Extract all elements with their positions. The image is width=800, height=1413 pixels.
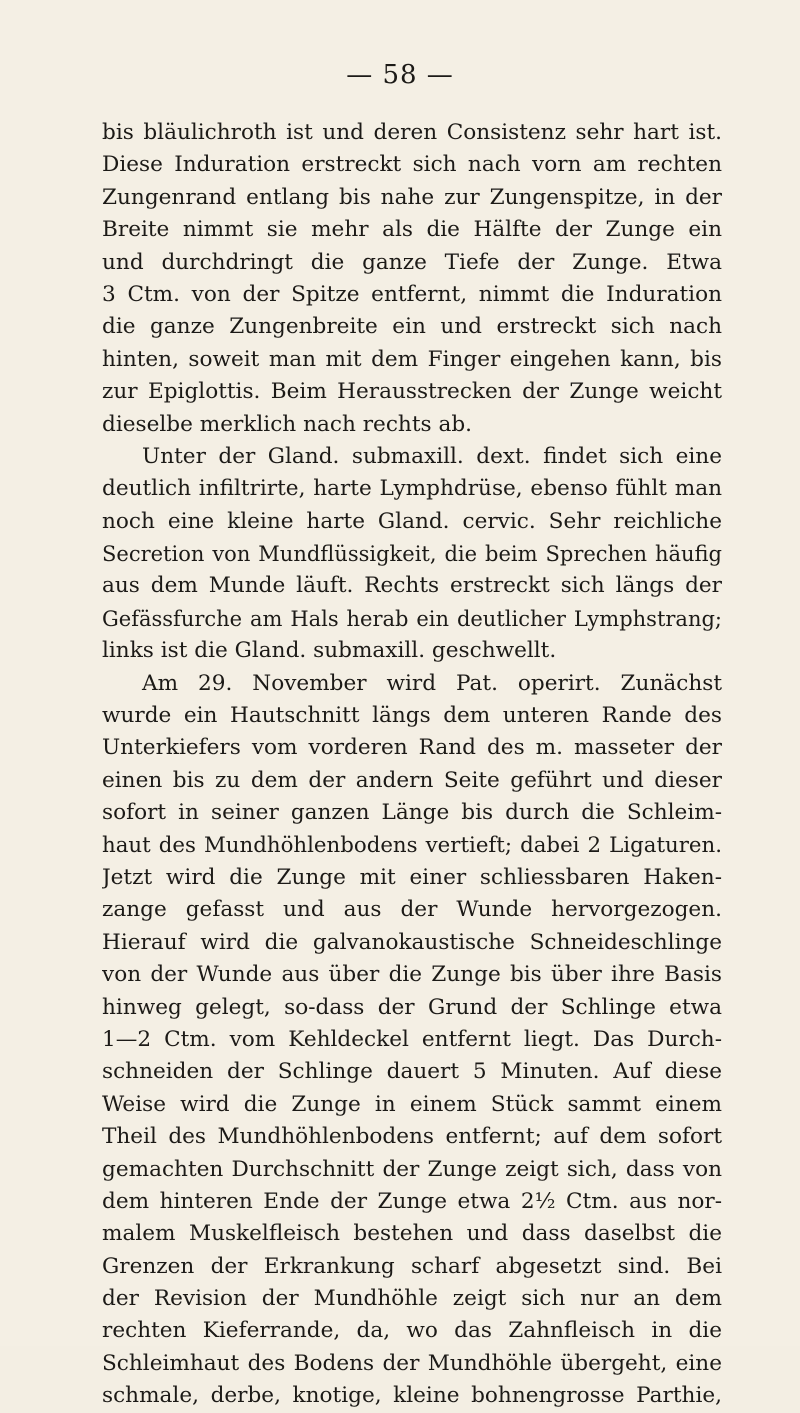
text-line: zange gefasst und aus der Wunde hervorgezogen. <box>102 897 722 923</box>
paragraph-start-line: Am 29. November wird Pat. operirt. Zunächst <box>142 670 722 696</box>
text-line: noch eine kleine harte Gland. cervic. Sehr reichliche <box>102 508 722 534</box>
text-line: Gefässfurche am Hals herab ein deutlicher Lymphstrang; <box>102 606 722 631</box>
body-text <box>102 117 722 1413</box>
text-line: Theil des Mundhöhlenbodens entfernt; auf dem sofort <box>102 1124 722 1150</box>
text-line: der Revision der Mundhöhle zeigt sich nur an dem <box>102 1286 722 1312</box>
text-line: von der Wunde aus über die Zunge bis über ihre Basis <box>102 962 722 988</box>
text-line: dem hinteren Ende der Zunge etwa 2½ Ctm. aus nor- <box>102 1188 722 1214</box>
text-line: Jetzt wird die Zunge mit einer schliessbaren Haken- <box>102 864 722 890</box>
text-line: schmale, derbe, knotige, kleine bohnengrosse Parthie, <box>102 1383 722 1409</box>
text-line: schneiden der Schlinge dauert 5 Minuten. Auf diese <box>102 1059 722 1085</box>
text-line: hinweg gelegt, so-dass der Grund der Schlinge etwa <box>102 994 722 1020</box>
text-line: gemachten Durchschnitt der Zunge zeigt sich, dass von <box>102 1156 722 1182</box>
text-line: hinten, soweit man mit dem Finger eingehen kann, bis <box>102 346 722 372</box>
text-line: Unterkiefers vom vorderen Rand des m. masseter der <box>102 735 722 761</box>
text-line: haut des Mundhöhlenbodens vertieft; dabei 2 Ligaturen. <box>102 832 722 858</box>
text-line: Zungenrand entlang bis nahe zur Zungenspitze, in der <box>102 184 722 210</box>
text-line: Diese Induration erstreckt sich nach vorn am rechten <box>102 152 722 178</box>
text-line: Schleimhaut des Bodens der Mundhöhle übergeht, eine <box>102 1350 722 1376</box>
text-line: die ganze Zungenbreite ein und erstreckt sich nach <box>102 314 722 340</box>
text-line: aus dem Munde läuft. Rechts erstreckt sich längs der <box>102 573 722 599</box>
text-line: Secretion von Mundflüssigkeit, die beim Sprechen häufig <box>102 542 722 567</box>
text-line: einen bis zu dem der andern Seite geführt und dieser <box>102 767 722 793</box>
text-line: rechten Kieferrande, da, wo das Zahnfleisch in die <box>102 1318 722 1344</box>
text-line: wurde ein Hautschnitt längs dem unteren Rande des <box>102 703 722 729</box>
text-line: malem Muskelfleisch bestehen und dass daselbst die <box>102 1221 722 1247</box>
text-line: Hierauf wird die galvanokaustische Schneideschlinge <box>102 929 722 955</box>
page-number: — 58 — <box>346 60 454 90</box>
text-line: 3 Ctm. von der Spitze entfernt, nimmt die Induration <box>102 281 722 307</box>
text-line: bis bläulichroth ist und deren Consistenz sehr hart ist. <box>102 120 722 145</box>
text-line: Weise wird die Zunge in einem Stück sammt einem <box>102 1091 722 1117</box>
text-line: Breite nimmt sie mehr als die Hälfte der Zunge ein <box>102 217 722 243</box>
text-line: deutlich infiltrirte, harte Lymphdrüse, ebenso fühlt man <box>102 476 722 502</box>
text-line: Grenzen der Erkrankung scharf abgesetzt sind. Bei <box>102 1253 722 1279</box>
text-line: 1—2 Ctm. vom Kehldeckel entfernt liegt. Das Durch- <box>102 1026 722 1052</box>
paragraph-end-line: links ist die Gland. submaxill. geschwellt. <box>102 638 557 664</box>
text-line: und durchdringt die ganze Tiefe der Zunge. Etwa <box>102 249 722 275</box>
text-line: sofort in seiner ganzen Länge bis durch die Schleim- <box>102 800 722 826</box>
paragraph-end-line: dieselbe merklich nach rechts ab. <box>102 411 473 437</box>
text-line: zur Epiglottis. Beim Herausstrecken der Zunge weicht <box>102 379 722 405</box>
paragraph-start-line: Unter der Gland. submaxill. dext. findet sich eine <box>142 443 722 469</box>
